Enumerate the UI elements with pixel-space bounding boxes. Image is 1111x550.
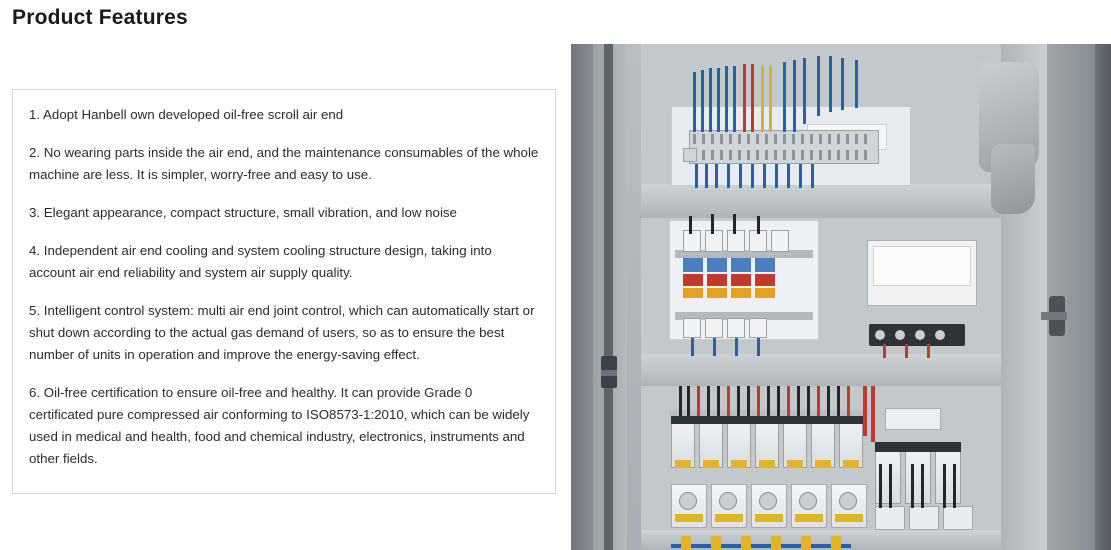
- wire-ferrule-yellow: [711, 536, 721, 550]
- relay-dial-icon: [799, 492, 817, 510]
- terminal-screw-icon: [935, 330, 945, 340]
- relay-label-tag: [795, 514, 823, 522]
- wire-blue: [715, 164, 718, 188]
- terminal-screw-icon: [895, 330, 905, 340]
- wire-black: [757, 216, 760, 234]
- terminal-screw-icon: [915, 330, 925, 340]
- circuit-breaker: [683, 318, 701, 338]
- wire-black: [797, 386, 800, 416]
- timer-module: [875, 506, 905, 530]
- relay-label-tag: [835, 514, 863, 522]
- wire-ferrule-yellow: [771, 536, 781, 550]
- wire-blue: [733, 66, 736, 132]
- wire-blue: [725, 66, 728, 132]
- wire-black: [827, 386, 830, 416]
- cabinet-shelf: [641, 184, 1041, 218]
- breaker-label-tag: [731, 288, 751, 298]
- wire-black: [807, 386, 810, 416]
- wire-black: [733, 214, 736, 234]
- wire-blue: [701, 70, 704, 132]
- wire-blue: [735, 338, 738, 356]
- breaker-body-blue: [731, 258, 751, 272]
- wire-blue: [695, 164, 698, 188]
- cabinet-hinge-column: [604, 44, 613, 550]
- wire-blue: [717, 68, 720, 132]
- contactor-label-tag: [843, 460, 859, 468]
- wire-ferrule-yellow: [831, 536, 841, 550]
- breaker-label-tag: [707, 288, 727, 298]
- feature-item: 1. Adopt Hanbell own developed oil-free scroll air end: [29, 107, 344, 122]
- control-cabinet-photo: [571, 44, 1111, 550]
- wire-ferrule-yellow: [801, 536, 811, 550]
- wire-red: [697, 386, 700, 416]
- auxiliary-block: [885, 408, 941, 430]
- wire-blue: [793, 60, 796, 132]
- wire-blue: [705, 164, 708, 188]
- wire-black: [953, 464, 956, 508]
- wire-black: [767, 386, 770, 416]
- circuit-breaker: [771, 230, 789, 252]
- wire-blue: [811, 164, 814, 188]
- breaker-body-blue: [707, 258, 727, 272]
- breaker-body-red: [755, 274, 775, 286]
- terminal-screw-icon: [875, 330, 885, 340]
- cabinet-shelf: [641, 354, 1041, 386]
- contactor-label-tag: [759, 460, 775, 468]
- wire-red: [863, 386, 867, 436]
- wire-black: [689, 216, 692, 234]
- wire-black: [889, 464, 892, 508]
- wire-blue: [691, 338, 694, 356]
- terminal-screws-row: [693, 134, 873, 144]
- cabinet-right-edge: [1095, 44, 1111, 550]
- terminal-screws-row: [693, 150, 873, 160]
- wire-red: [787, 386, 790, 416]
- breaker-label-tag: [755, 288, 775, 298]
- wire-bundle-blue: [671, 544, 851, 548]
- relay-dial-icon: [719, 492, 737, 510]
- wire-blue: [713, 338, 716, 356]
- wire-blue: [727, 164, 730, 188]
- wire-black: [921, 464, 924, 508]
- wire-blue: [751, 164, 754, 188]
- wire-red: [927, 344, 930, 358]
- relay-dial-icon: [839, 492, 857, 510]
- breaker-label-tag: [683, 288, 703, 298]
- breaker-body-red: [707, 274, 727, 286]
- page-title: Product Features: [12, 6, 188, 29]
- wire-black: [717, 386, 720, 416]
- wire-blue: [763, 164, 766, 188]
- cabinet-left-edge: [571, 44, 593, 550]
- feature-item: 2. No wearing parts inside the air end, and the maintenance consumables of the whole machine are less. It is simpler, worry-free and easy to use.: [29, 145, 539, 182]
- circuit-breaker: [727, 230, 745, 252]
- feature-item: 4. Independent air end cooling and system cooling structure design, taking into account air end reliability and system air supply quality.: [29, 243, 492, 280]
- wire-blue: [757, 338, 760, 356]
- wire-blue: [739, 164, 742, 188]
- timer-module: [943, 506, 973, 530]
- hinge-pin-icon: [601, 370, 617, 376]
- feature-item: 5. Intelligent control system: multi air end joint control, which can automatically start or shut down according to the actual gas demand of users, so as to ensure the best number of units in operation and improve the energy-saving effect.: [29, 303, 535, 362]
- wire-black: [943, 464, 946, 508]
- circuit-breaker: [705, 318, 723, 338]
- wire-blue: [693, 72, 696, 132]
- wire-blue: [775, 164, 778, 188]
- wire-blue: [829, 56, 832, 112]
- contactor-label-tag: [815, 460, 831, 468]
- wire-blue: [803, 58, 806, 124]
- features-list-box: [12, 89, 556, 494]
- wire-blue: [817, 56, 820, 116]
- wire-black: [747, 386, 750, 416]
- wire-red: [883, 344, 886, 358]
- contactor-terminal-top: [875, 442, 961, 452]
- relay-dial-icon: [759, 492, 777, 510]
- wire-red: [817, 386, 820, 416]
- cable-sleeve: [991, 144, 1035, 214]
- wire-black: [679, 386, 682, 416]
- feature-item: 3. Elegant appearance, compact structure, small vibration, and low noise: [29, 205, 457, 220]
- wire-black: [879, 464, 882, 508]
- circuit-breaker: [683, 230, 701, 252]
- timer-module: [909, 506, 939, 530]
- circuit-breaker: [705, 230, 723, 252]
- wire-red: [847, 386, 850, 416]
- feature-item: 6. Oil-free certification to ensure oil-free and healthy. It can provide Grade 0 certificated pure compressed air conforming to ISO8573-1:2010, which can be widely used in medical and health, food and chemical industry, electronics, instruments and other fields.: [29, 385, 530, 466]
- contactor-label-tag: [703, 460, 719, 468]
- wire-black: [711, 214, 714, 234]
- wire-blue: [783, 62, 786, 132]
- breaker-body-blue: [683, 258, 703, 272]
- wire-red: [751, 64, 754, 132]
- wire-black: [911, 464, 914, 508]
- relay-label-tag: [675, 514, 703, 522]
- contactor-label-tag: [731, 460, 747, 468]
- wire-black: [737, 386, 740, 416]
- contactor-label-tag: [787, 460, 803, 468]
- wire-black: [777, 386, 780, 416]
- wire-ferrule-yellow: [741, 536, 751, 550]
- wire-blue: [787, 164, 790, 188]
- wire-blue: [841, 58, 844, 110]
- circuit-breaker: [749, 318, 767, 338]
- wire-red: [743, 64, 746, 132]
- breaker-body-red: [683, 274, 703, 286]
- transformer-label: [873, 246, 971, 286]
- wire-blue: [799, 164, 802, 188]
- terminal-end-block: [683, 148, 697, 162]
- wire-black: [837, 386, 840, 416]
- breaker-body-blue: [755, 258, 775, 272]
- breaker-body-red: [731, 274, 751, 286]
- wire-yellow: [769, 66, 772, 132]
- wire-red: [871, 386, 875, 442]
- wire-red: [727, 386, 730, 416]
- contactor-terminal-top: [671, 416, 863, 424]
- door-latch-handle: [1041, 312, 1067, 320]
- wire-yellow: [761, 66, 764, 132]
- wire-ferrule-yellow: [681, 536, 691, 550]
- wire-blue: [855, 60, 858, 108]
- wire-black: [707, 386, 710, 416]
- relay-label-tag: [715, 514, 743, 522]
- relay-dial-icon: [679, 492, 697, 510]
- relay-label-tag: [755, 514, 783, 522]
- wire-red: [757, 386, 760, 416]
- wire-black: [687, 386, 690, 416]
- circuit-breaker: [727, 318, 745, 338]
- contactor-label-tag: [675, 460, 691, 468]
- wire-red: [905, 344, 908, 358]
- wire-blue: [709, 68, 712, 132]
